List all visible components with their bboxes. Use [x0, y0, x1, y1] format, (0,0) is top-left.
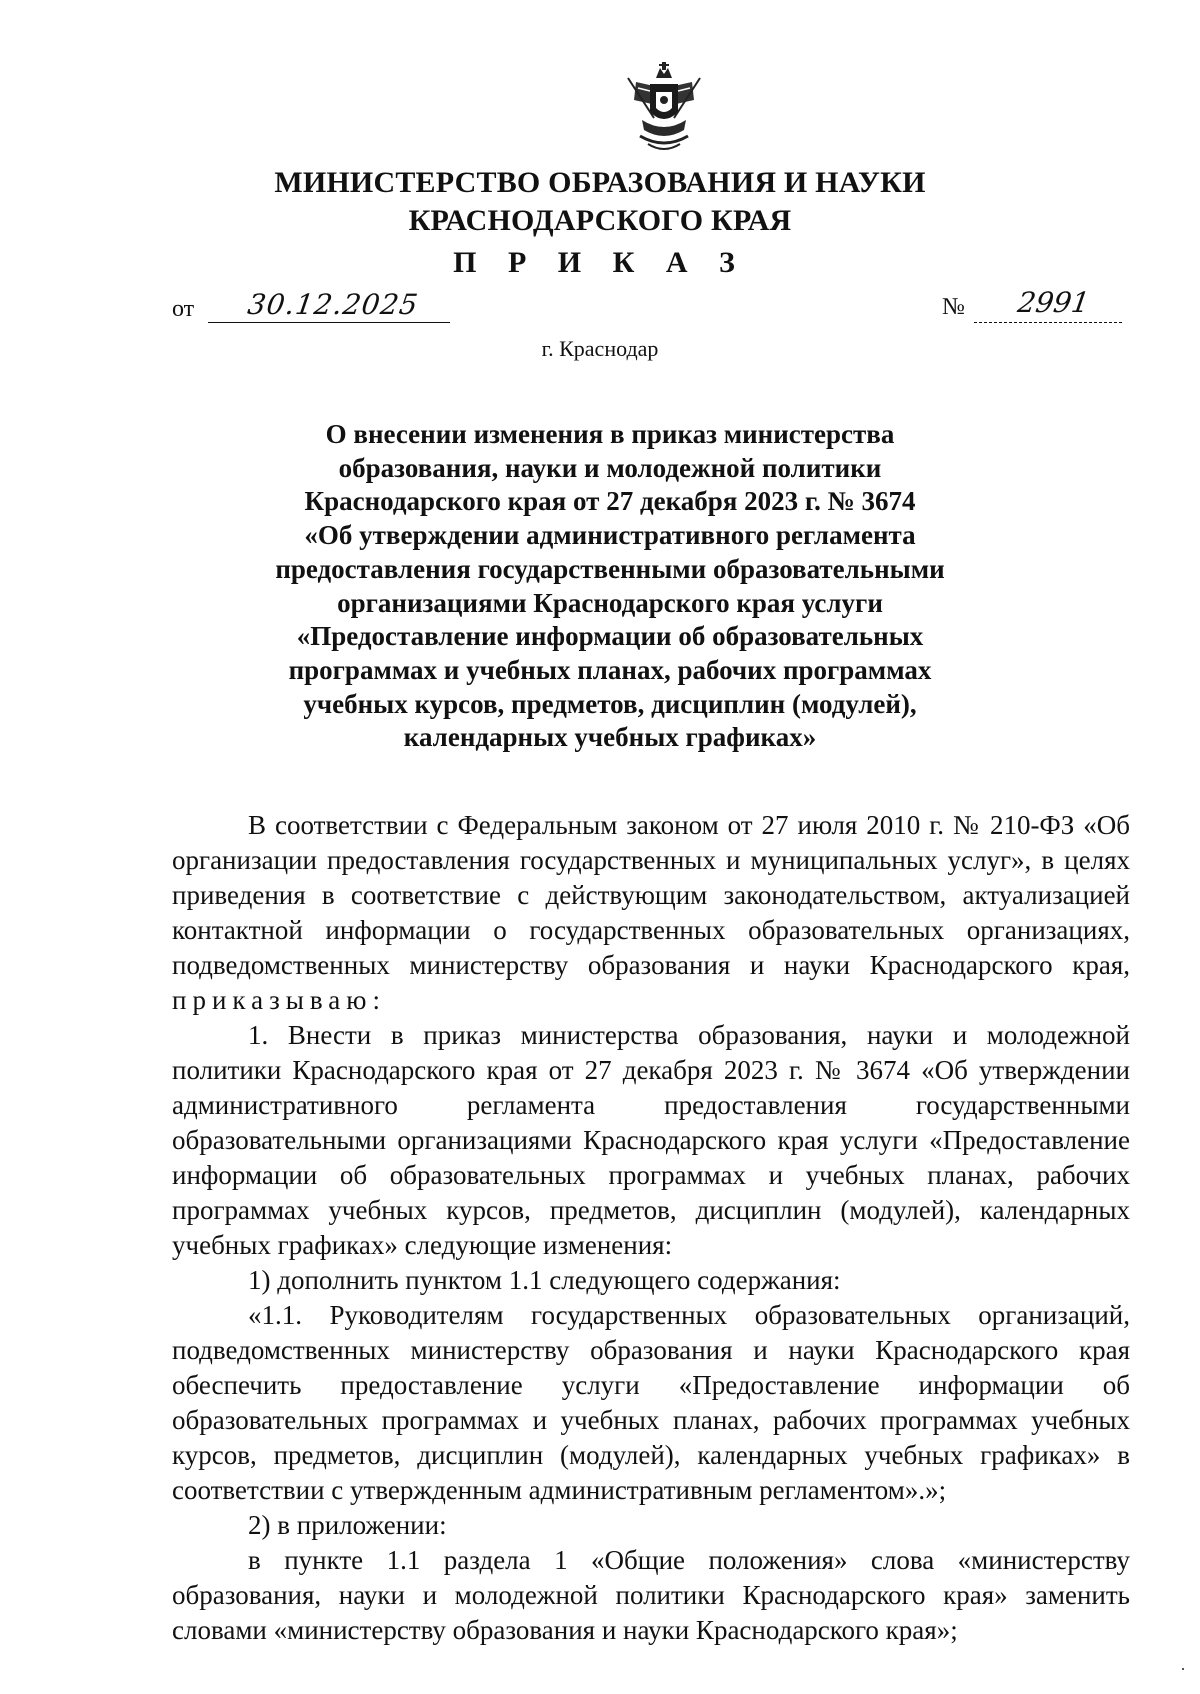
document-title: [230, 418, 990, 755]
title-line: «Предоставление информации об образовательных: [296, 621, 924, 652]
date-value: 30.12.2025: [245, 288, 421, 321]
ministry-name: [150, 164, 1050, 240]
number-prefix: №: [942, 294, 965, 320]
city: г. Краснодар: [541, 336, 659, 361]
paragraph-item-1: 1. Внести в приказ министерства образования, науки и молодежной политики Краснодарского края от 27 декабря 2023 г. № 3674 «Об утверждении административного регламента предоставления государственными образовательными организациями Краснодарского края услуги «Предоставление информации об образовательных программах и учебных планах, рабочих программах учебных курсов, предметов, дисциплин (модулей), календарных учебных графиках» следующие изменения:: [172, 1020, 1130, 1260]
order-command: приказываю:: [172, 985, 386, 1015]
krasnodar-coat-of-arms-icon: [618, 60, 710, 156]
title-line: О внесении изменения в приказ министерства: [325, 419, 895, 449]
title-line: «Об утверждении административного регламента: [304, 520, 916, 551]
date-prefix: от: [172, 296, 195, 322]
title-line: организациями Краснодарского края услуги: [337, 587, 883, 618]
paragraph-subitem-2: 2) в приложении:: [248, 1510, 447, 1540]
document-body: [172, 808, 1130, 1648]
number-underline: [974, 322, 1122, 323]
title-line: программах и учебных планах, рабочих программах: [288, 654, 932, 685]
paragraph-annex-change: в пункте 1.1 раздела 1 «Общие положения» слова «министерству образования, науки и молодежной политики Краснодарского края» заменить словами «министерству образования и науки Краснодарского края»;: [172, 1545, 1130, 1645]
preamble-text: В соответствии с Федеральным законом от 27 июля 2010 г. № 210-ФЗ «Об организации предоставления государственных и муниципальных услуг», в целях приведения в соответствие с действующим законодательством, актуализацией контактной информации о государственных образовательных организациях, подведомственных министерству образования и науки Краснодарского края,: [172, 810, 1130, 980]
date-underline: [208, 322, 450, 323]
title-line: образования, науки и молодежной политики: [338, 452, 882, 483]
ministry-line-2: КРАСНОДАРСКОГО КРАЯ: [408, 204, 792, 237]
paragraph-quote-1-1: «1.1. Руководителям государственных образовательных организаций, подведомственных министерству образования и науки Краснодарского края обеспечить предоставление услуги «Предоставление информации об образовательных программах и учебных планах, рабочих программах учебных курсов, предметов, дисциплин (модулей), календарных учебных графиках» в соответствии с утвержденным административным регламентом».»;: [172, 1300, 1130, 1505]
paragraph-subitem-1: 1) дополнить пунктом 1.1 следующего содержания:: [248, 1265, 841, 1295]
title-line: календарных учебных графиках»: [403, 722, 817, 753]
ministry-line-1: МИНИСТЕРСТВО ОБРАЗОВАНИЯ И НАУКИ: [274, 166, 926, 199]
number-value: 2991: [1015, 286, 1092, 319]
scan-artifact: [1182, 1668, 1184, 1670]
title-line: предоставления государственными образовательными: [275, 553, 945, 584]
title-line: Краснодарского края от 27 декабря 2023 г. № 3674: [304, 486, 916, 517]
document-type: П Р И К А З: [453, 246, 747, 279]
title-line: учебных курсов, предметов, дисциплин (модулей),: [303, 688, 917, 719]
preamble-paragraph: [172, 808, 1130, 1018]
